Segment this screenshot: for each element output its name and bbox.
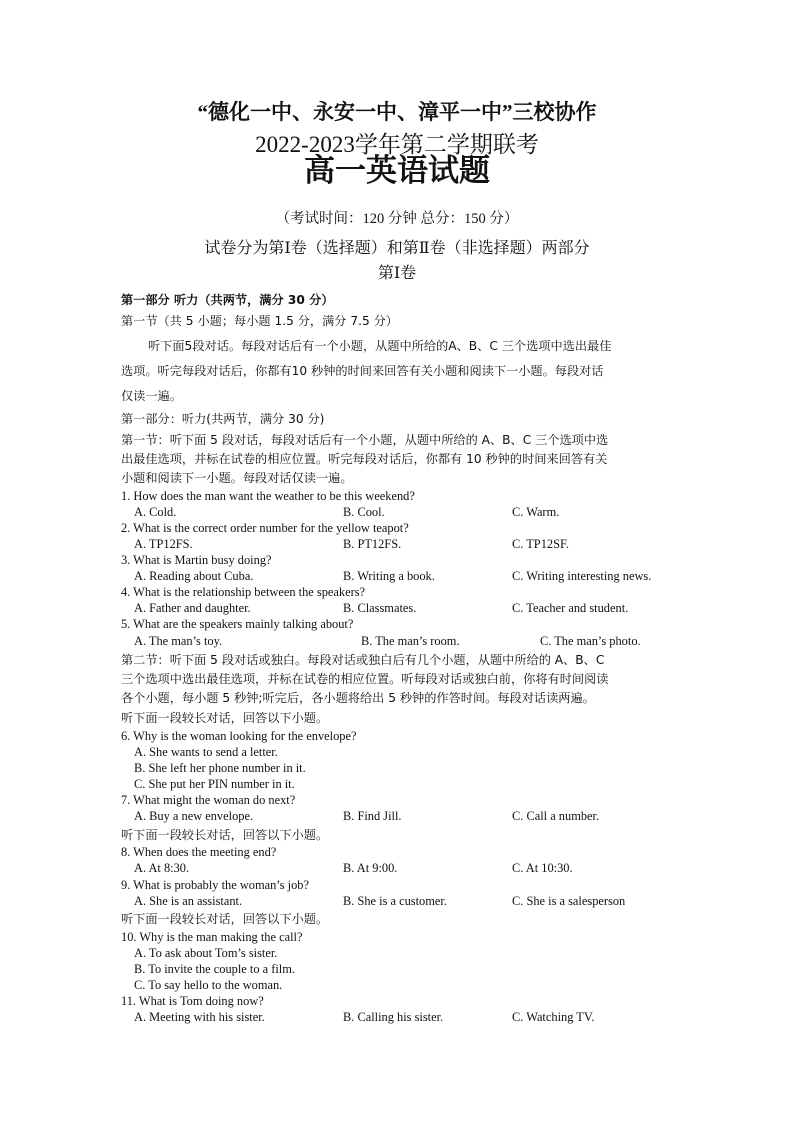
question-4: 4. What is the relationship between the speakers?	[121, 585, 366, 599]
option-a: A. She is an assistant.	[134, 894, 243, 908]
intro-line: 仅读一遍。	[121, 389, 182, 403]
option-b: B. Classmates.	[343, 601, 417, 615]
option-b: B. PT12FS.	[343, 537, 402, 551]
question-11: 11. What is Tom doing now?	[121, 994, 264, 1008]
option-b: B. To invite the couple to a film.	[134, 962, 295, 976]
option-c: C. The man’s photo.	[540, 634, 641, 648]
longer-dialogue-note: 听下面一段较长对话，回答以下小题。	[121, 828, 329, 842]
option-b: B. Writing a book.	[343, 569, 435, 583]
section2-line: 各个小题，每小题 5 秒钟;听完后，各小题将给出 5 秒钟的作答时间。每段对话读两遍。	[121, 691, 595, 705]
option-c: C. She is a salesperson	[512, 894, 626, 908]
question-3: 3. What is Martin busy doing?	[121, 553, 272, 567]
section2-line: 三个选项中选出最佳选项，并标在试卷的相应位置。听每段对话或独白前，你将有时间阅读	[121, 672, 609, 686]
intro-line: 听下面5段对话。每段对话后有一个小题，从题中所给的A、B、C 三个选项中选出最佳	[148, 339, 612, 353]
repeat-line: 小题和阅读下一小题。每段对话仅读一遍。	[121, 471, 353, 485]
repeat-line: 第一节：听下面 5 段对话，每段对话后有一个小题，从题中所给的 A、B、C 三个选项中选	[121, 433, 609, 447]
option-a: A. Meeting with his sister.	[134, 1010, 265, 1024]
intro-line: 选项。听完每段对话后，你都有10 秒钟的时间来回答有关小题和阅读下一小题。每段对话	[121, 364, 604, 378]
part1-heading: 第一部分 听力（共两节，满分 30 分）	[121, 293, 334, 307]
section2-line: 第二节：听下面 5 段对话或独白。每段对话或独白后有几个小题，从题中所给的 A、B、C	[121, 653, 605, 667]
option-a: A. Reading about Cuba.	[134, 569, 254, 583]
option-b: B. She left her phone number in it.	[134, 761, 306, 775]
option-a: A. The man’s toy.	[134, 634, 223, 648]
question-6: 6. Why is the woman looking for the envelope?	[121, 729, 357, 743]
option-a: A. Buy a new envelope.	[134, 809, 254, 823]
longer-dialogue-note: 听下面一段较长对话，回答以下小题。	[121, 711, 329, 725]
option-b: B. At 9:00.	[343, 861, 398, 875]
option-b: B. She is a customer.	[343, 894, 447, 908]
option-c: C. Writing interesting news.	[512, 569, 652, 583]
option-a: A. She wants to send a letter.	[134, 745, 278, 759]
option-c: C. Watching TV.	[512, 1010, 595, 1024]
term-title: 2022-2023学年第二学期联考	[255, 132, 539, 157]
exam-title: 高一英语试题	[304, 153, 490, 188]
option-b: B. The man’s room.	[361, 634, 460, 648]
question-1: 1. How does the man want the weather to be this weekend?	[121, 489, 415, 503]
paper-structure: 试卷分为第Ⅰ卷（选择题）和第Ⅱ卷（非选择题）两部分	[204, 240, 590, 257]
option-c: C. Call a number.	[512, 809, 600, 823]
exam-info: （考试时间：120 分钟 总分：150 分）	[275, 211, 519, 227]
option-a: A. To ask about Tom’s sister.	[134, 946, 278, 960]
repeat-line: 出最佳选项，并标在试卷的相应位置。听完每段对话后，你都有 10 秒钟的时间来回答有关	[121, 452, 608, 466]
question-5: 5. What are the speakers mainly talking about?	[121, 617, 354, 631]
schools-title: “德化一中、永安一中、漳平一中”三校协作	[197, 100, 597, 124]
option-c: C. To say hello to the woman.	[134, 978, 283, 992]
question-10: 10. Why is the man making the call?	[121, 930, 303, 944]
option-c: C. Warm.	[512, 505, 560, 519]
question-9: 9. What is probably the woman’s job?	[121, 878, 310, 892]
option-a: A. Cold.	[134, 505, 177, 519]
option-c: C. At 10:30.	[512, 861, 573, 875]
option-b: B. Cool.	[343, 505, 385, 519]
question-8: 8. When does the meeting end?	[121, 845, 277, 859]
question-7: 7. What might the woman do next?	[121, 793, 296, 807]
repeat-heading: 第一部分：听力(共两节，满分 30 分)	[121, 412, 325, 426]
option-c: C. TP12SF.	[512, 537, 569, 551]
option-c: C. She put her PIN number in it.	[134, 777, 295, 791]
option-a: A. Father and daughter.	[134, 601, 251, 615]
option-c: C. Teacher and student.	[512, 601, 629, 615]
option-a: A. TP12FS.	[134, 537, 193, 551]
longer-dialogue-note: 听下面一段较长对话，回答以下小题。	[121, 912, 329, 926]
option-b: B. Find Jill.	[343, 809, 402, 823]
section1-heading: 第一节（共 5 小题；每小题 1.5 分，满分 7.5 分）	[121, 314, 398, 328]
option-b: B. Calling his sister.	[343, 1010, 444, 1024]
question-2: 2. What is the correct order number for the yellow teapot?	[121, 521, 409, 535]
volume-title: 第Ⅰ卷	[377, 265, 417, 282]
option-a: A. At 8:30.	[134, 861, 190, 875]
